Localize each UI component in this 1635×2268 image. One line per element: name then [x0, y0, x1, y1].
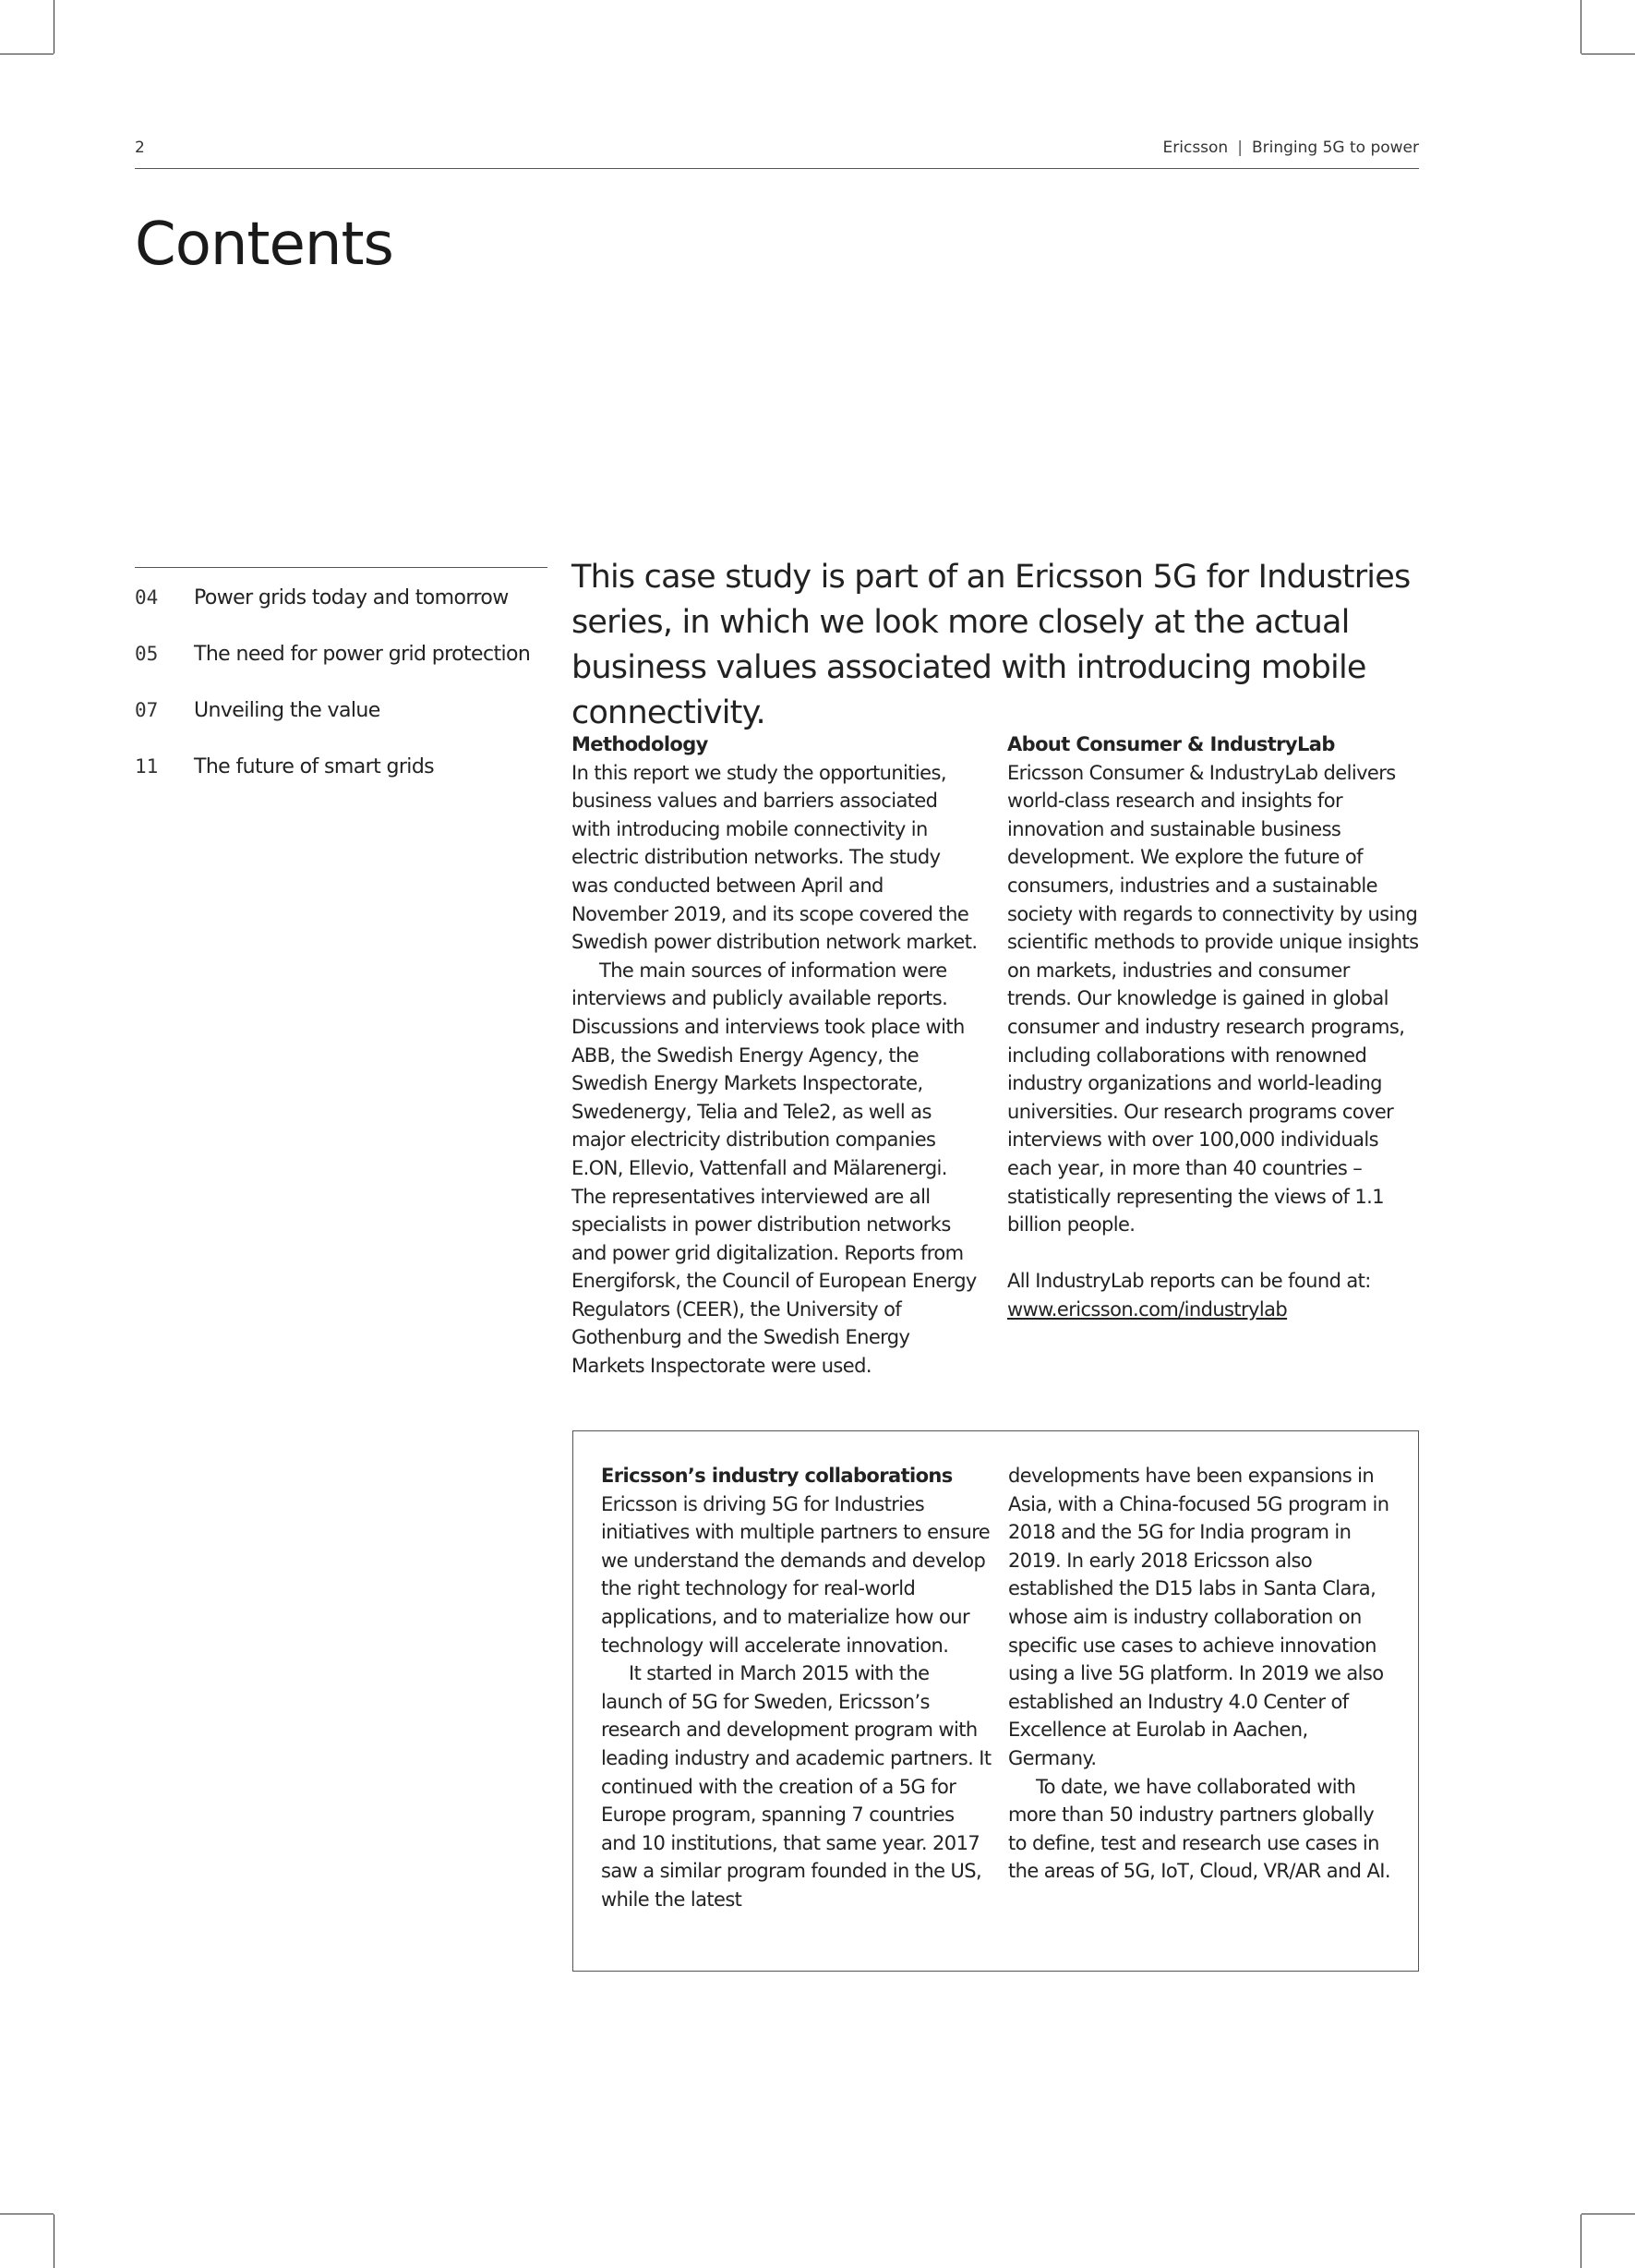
page-header — [135, 137, 1419, 169]
collab-paragraph: Ericsson is driving 5G for Industries initiatives with multiple partners to ensure we understand the demands and develop the right technology for real-world applications, and to materialize how our technology will accelerate innovation. — [601, 1492, 991, 1657]
reports-text: All IndustryLab reports can be found at: — [1007, 1270, 1371, 1293]
about-section — [1007, 730, 1419, 1323]
running-title — [1163, 139, 1419, 157]
toc-item[interactable] — [135, 643, 547, 699]
toc-label: The need for power grid protection — [194, 643, 531, 666]
table-of-contents — [135, 567, 547, 812]
toc-item[interactable] — [135, 699, 547, 755]
toc-page-number: 05 — [135, 643, 159, 665]
about-heading: About Consumer & IndustryLab — [1007, 733, 1335, 755]
toc-page-number: 04 — [135, 586, 159, 609]
intro-statement: This case study is part of an Ericsson 5G for Industries series, in which we look more closely at the actual business values associated with introducing mobile connectivity. — [571, 559, 1411, 731]
collab-left-column — [601, 1462, 993, 1914]
page-number: 2 — [135, 139, 145, 157]
methodology-heading: Methodology — [571, 733, 708, 755]
toc-page-number: 07 — [135, 699, 159, 721]
spacer — [1007, 1239, 1419, 1268]
about-paragraph: Ericsson Consumer & IndustryLab delivers world-class research and insights for innovation and sustainable business development. We explore the future of consumers, industries and a sustainable society with regards to connectivity by using scientific methods to provide unique insights on markets, industries and consumer trends. Our knowledge is gained in global consumer and industry research programs, including collaborations with renowned industry organizations and world-leading universities. Our research programs cover interviews with over 100,000 individuals each year, in more than 40 countries – statistically representing the views of 1.1 billion people. — [1007, 761, 1419, 1237]
methodology-section — [571, 730, 980, 1381]
toc-label: Power grids today and tomorrow — [194, 586, 509, 609]
company-name: Ericsson — [1162, 139, 1229, 157]
collab-heading: Ericsson’s industry collaborations — [601, 1465, 953, 1487]
methodology-paragraph: The main sources of information were interviews and publicly available reports. Discussions and interviews took place with ABB, the Swedish Energy Agency, the Swedish Energy Markets Inspectorate, Swedenergy, Telia and Tele2, as well as major electricity distribution companies E.ON, Ellevio, Vattenfall and Mälarenergi. The representatives interviewed are all specialists in power distribution networks and power grid digitalization. Reports from Energiforsk, the Council of European Energy Regulators (CEER), the University of Gothenburg and the Swedish Energy Markets Inspectorate were used. — [571, 959, 977, 1378]
collab-right-column — [1008, 1462, 1396, 1886]
header-separator: | — [1237, 139, 1243, 157]
report-title: Bringing 5G to power — [1251, 139, 1419, 157]
toc-item[interactable] — [135, 586, 547, 643]
collab-paragraph: To date, we have collaborated with more than 50 industry partners globally to define, test and research use cases in the areas of 5G, IoT, Cloud, VR/AR and AI. — [1008, 1775, 1390, 1883]
collab-paragraph: developments have been expansions in Asia, with a China-focused 5G program in 2018 and the 5G for India program in 2019. In early 2018 Ericsson also established the D15 labs in Santa Clara, whose aim is industry collaboration on specific use cases to achieve innovation using a live 5G platform. In 2019 we also established an Industry 4.0 Center of Excellence at Eurolab in Aachen, Germany. — [1008, 1465, 1389, 1769]
page-title: Contents — [135, 211, 393, 279]
toc-page-number: 11 — [135, 755, 159, 778]
toc-item[interactable] — [135, 755, 547, 812]
toc-label: The future of smart grids — [194, 755, 435, 778]
industrylab-link[interactable]: www.ericsson.com/industrylab — [1007, 1297, 1288, 1321]
collaborations-box — [572, 1430, 1419, 1972]
toc-label: Unveiling the value — [194, 699, 380, 722]
collab-paragraph: It started in March 2015 with the launch of 5G for Sweden, Ericsson’s research and development program with leading industry and academic partners. It continued with the creation of a 5G for Europe program, spanning 7 countries and 10 institutions, that same year. 2017 saw a similar program founded in the US, while the latest — [601, 1662, 992, 1911]
methodology-paragraph: In this report we study the opportunities, business values and barriers associated with introducing mobile connectivity in electric distribution networks. The study was conducted between April and November 2019, and its scope covered the Swedish power distribution network market. — [571, 761, 978, 954]
